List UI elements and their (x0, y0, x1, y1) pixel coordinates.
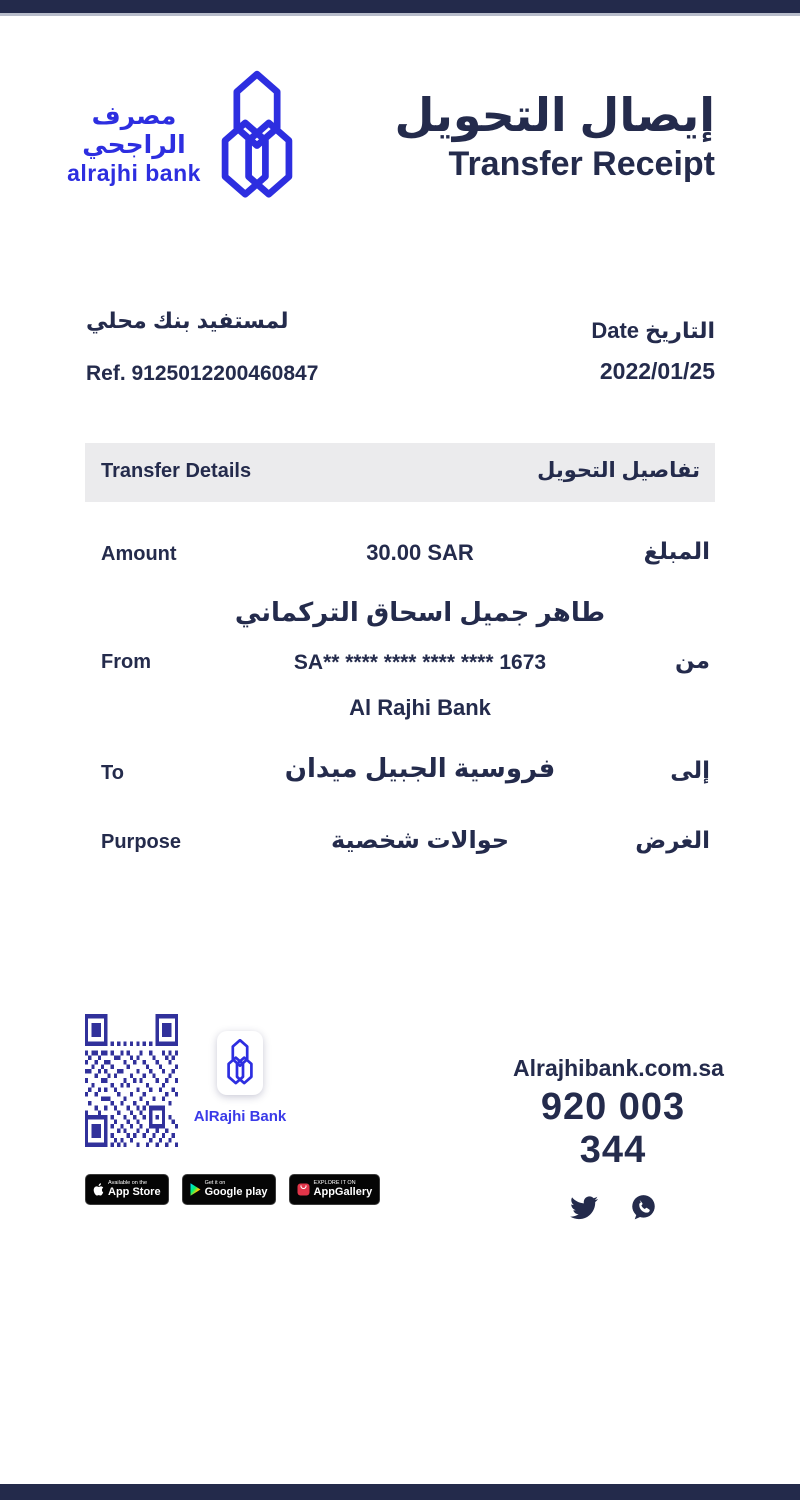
beneficiary-note: لمستفيد بنك محلي (86, 308, 289, 333)
from-label-en: From (101, 651, 151, 673)
amount-value: 30.00 SAR (366, 540, 474, 565)
whatsapp-icon (630, 1194, 657, 1221)
bank-logo-english: alrajhi bank (67, 159, 201, 186)
contact-block (513, 1055, 724, 1221)
alrajhi-emblem-small-icon (225, 1039, 255, 1087)
receipt-title (395, 84, 715, 183)
to-label-ar: إلى (670, 757, 710, 783)
purpose-label-en: Purpose (101, 831, 182, 853)
bottom-navy-bar (0, 1484, 800, 1500)
from-label-ar: من (675, 647, 710, 673)
website-url: Alrajhibank.com.sa (513, 1055, 724, 1081)
receipt-title-arabic: إيصال التحويل (394, 89, 715, 141)
store-badges (85, 1174, 380, 1205)
section-title-arabic: تفاصيل التحويل (537, 459, 700, 482)
alrajhi-emblem-icon (215, 70, 299, 211)
top-divider-line (0, 13, 800, 16)
amount-label-en: Amount (101, 543, 177, 565)
sender-name: طاهر جميل اسحاق التركماني (234, 597, 606, 627)
section-title-english: Transfer Details (101, 460, 252, 482)
phone-number: 920 003 344 (540, 1086, 686, 1171)
reference-number: Ref. 9125012200460847 (86, 362, 319, 385)
appgallery-badge: EXPLORE IT ON AppGallery (289, 1174, 381, 1205)
to-label-en: To (101, 762, 124, 784)
qr-code (85, 1014, 178, 1152)
bank-logo-text (60, 102, 208, 186)
sender-masked-account: SA** **** **** **** **** 1673 (293, 651, 547, 674)
appgallery-icon (297, 1183, 310, 1196)
apple-icon (93, 1183, 104, 1196)
google-play-icon (190, 1183, 201, 1196)
social-icons (513, 1194, 713, 1221)
purpose-value: حوالات شخصية (330, 827, 510, 854)
twitter-icon (570, 1196, 598, 1220)
receipt-title-english: Transfer Receipt (448, 145, 715, 184)
recipient-name: فروسية الجبيل ميدان (284, 753, 556, 783)
top-navy-bar (0, 0, 800, 13)
date-label: التاريخ Date (591, 318, 715, 343)
purpose-label-ar: الغرض (635, 827, 710, 853)
bank-logo-arabic: مصرف الراجحي (82, 102, 186, 159)
date-value: 2022/01/25 (599, 358, 715, 384)
app-name-label: AlRajhi Bank (193, 1108, 287, 1125)
sender-bank: Al Rajhi Bank (349, 695, 491, 720)
amount-label-ar: المبلغ (643, 538, 710, 564)
alrajhi-app-icon (217, 1031, 263, 1095)
app-store-badge: Available on the App Store (85, 1174, 169, 1205)
google-play-badge: Get it on Google play (182, 1174, 276, 1205)
